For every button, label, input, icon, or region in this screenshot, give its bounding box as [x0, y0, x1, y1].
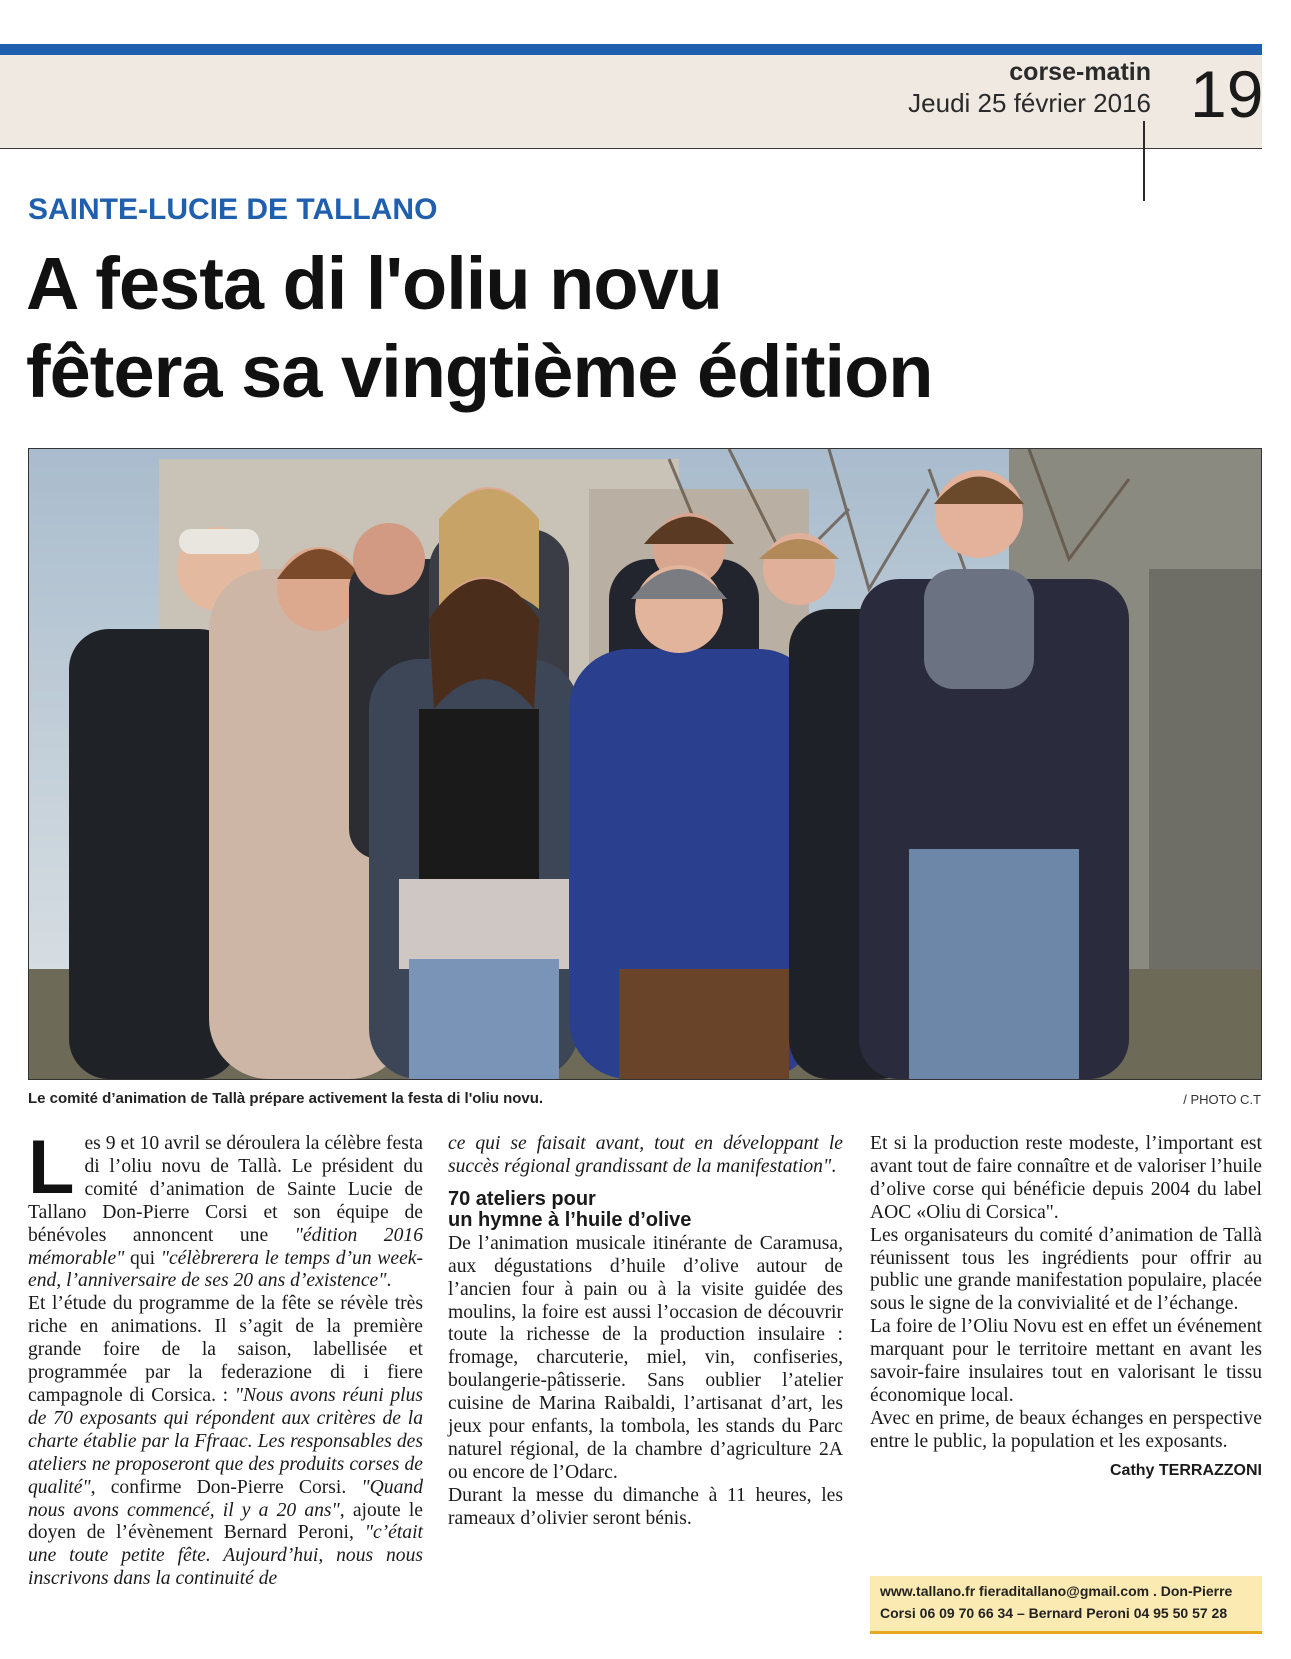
- contact-info-box: [870, 1576, 1262, 1634]
- paragraph: Avec en prime, de beaux échanges en perspective entre le public, la population et les exposants.: [870, 1407, 1262, 1452]
- article-kicker: SAINTE-LUCIE DE TALLANO: [28, 193, 438, 226]
- issue-date: Jeudi 25 février 2016: [908, 88, 1151, 118]
- drop-cap: L: [28, 1125, 75, 1210]
- quote: "Nous avons réuni plus de 70 exposants qui répondent aux critères de la charte établie par la Ffraac. Les responsables des ateliers ne proposeront que des produits corses de qualité": [28, 1384, 423, 1498]
- text: , confirme Don-Pierre Corsi.: [90, 1476, 362, 1498]
- article-column-1: [28, 1125, 423, 1591]
- quote: ce qui se faisait avant, tout en développant le succès régional grandissant de la manifestation": [448, 1133, 843, 1177]
- masthead-separator: [1143, 121, 1145, 201]
- paragraph: Et si la production reste modeste, l’important est avant tout de faire connaître et de valoriser l’huile d’olive corse qui bénéficie depuis 2004 du label AOC «Oliu di Corsica".: [870, 1133, 1262, 1223]
- photo-credit: / PHOTO C.T: [1183, 1092, 1261, 1107]
- paragraph: La foire de l’Oliu Novu est en effet un événement marquant pour le territoire mettant en avant les savoir-faire insulaires tout en valorisant le tissu économique local.: [870, 1316, 1262, 1406]
- author-signature: Cathy TERRAZZONI: [1110, 1461, 1262, 1479]
- article-column-2: [448, 1133, 843, 1531]
- subhead-line-1: 70 ateliers pour: [448, 1187, 596, 1210]
- section-subhead: [448, 1189, 843, 1231]
- quote: "c’était une toute petite fête. Aujourd’hui, nous nous inscrivons dans la continuité de: [28, 1522, 423, 1590]
- quote: "célèbrerera le temps d’un week-end, l’anniversaire de ses 20 ans d’existence": [28, 1247, 423, 1292]
- page-number: 19: [1190, 57, 1264, 131]
- text: .: [386, 1270, 392, 1292]
- text: , ajoute le doyen de l’évènement Bernard Peroni,: [28, 1499, 423, 1544]
- article-headline: [26, 240, 1256, 416]
- text: Et l’étude du programme de la fête se révèle très riche en animations. Il s’agit de la première grande foire de la saison, labellisée et programmée par la federazione di i fiere campagnole di Corsica. :: [28, 1293, 423, 1406]
- photo-caption: Le comité d’animation de Tallà prépare activement la festa di l'oliu novu.: [28, 1090, 544, 1107]
- paragraph: [28, 1293, 423, 1591]
- article-photo: [28, 448, 1262, 1080]
- text: qui: [124, 1247, 161, 1269]
- paragraph: [28, 1125, 423, 1293]
- text: es 9 et 10 avril se déroulera la célèbre festa di l’oliu novu de Tallà. Le président du comité d’animation de Sainte Lucie de Tallano Don-Pierre Corsi et son équipe de bénévoles annoncent une: [28, 1133, 423, 1246]
- quote: "Quand nous avons commencé, il y a 20 ans": [28, 1476, 423, 1521]
- top-color-bar: [0, 44, 1262, 55]
- quote: "édition 2016 mémorable": [28, 1224, 423, 1269]
- headline-line-2: fêtera sa vingtième édition: [26, 330, 933, 413]
- text: .: [831, 1155, 837, 1177]
- paragraph: Durant la messe du dimanche à 11 heures, les rameaux d’olivier seront bénis.: [448, 1484, 843, 1529]
- contact-line-1: www.tallano.fr fieraditallano@gmail.com . Don-Pierre: [880, 1583, 1233, 1599]
- contact-line-2: Corsi 06 09 70 66 34 – Bernard Peroni 04 95 50 57 28: [880, 1605, 1228, 1621]
- paragraph: Les organisateurs du comité d’animation de Tallà réunissent tous les ingrédients pour offrir au public une grande manifestation populaire, placée sous le signe de la convivialité et de l’échange.: [870, 1224, 1262, 1315]
- paragraph: De l’animation musicale itinérante de Caramusa, aux dégustations d’huile d’olive autour de l’ancien four à pain ou à la visite guidée des moulins, la foire est aussi l’occasion de découvrir toute la richesse de la production insulaire : fromage, charcuterie, miel, vin, confiseries, boulangerie-pâtisserie. Sans oublier l’atelier cuisine de Marina Raibaldi, l’artisanat d’art, les jeux pour enfants, la tombola, les stands du Parc naturel régional, de la chambre d’agriculture 2A ou encore de l’Odarc.: [448, 1232, 843, 1483]
- subhead-line-2: un hymne à l’huile d’olive: [448, 1208, 692, 1231]
- paragraph: [448, 1133, 843, 1179]
- group-photo-illustration: [29, 449, 1261, 1079]
- headline-line-1: A festa di l'oliu novu: [26, 242, 722, 325]
- article-column-3: [870, 1133, 1262, 1483]
- newspaper-name: corse-matin: [1009, 58, 1151, 86]
